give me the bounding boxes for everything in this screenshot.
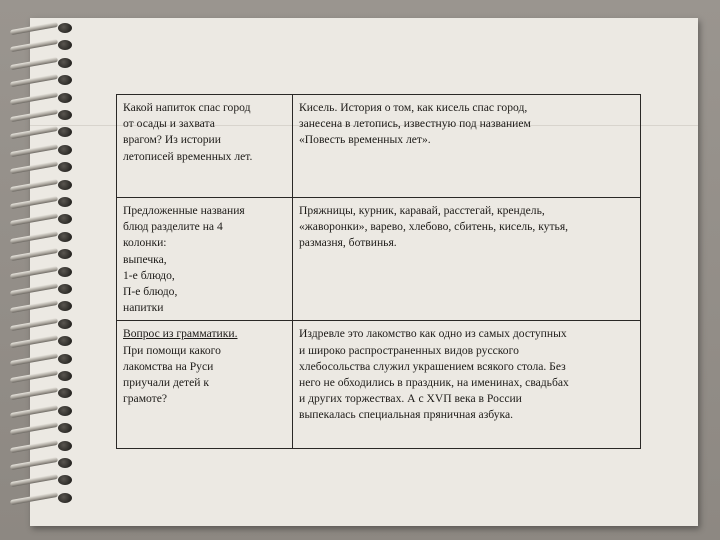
binding-ring xyxy=(8,196,80,208)
answer-line: Издревле это лакомство как одно из самых доступных xyxy=(299,327,567,341)
ring-wire xyxy=(10,74,58,87)
ring-wire xyxy=(10,318,58,331)
ring-hole xyxy=(58,371,72,381)
ring-wire xyxy=(10,492,58,505)
spiral-binding xyxy=(8,22,78,522)
question-cell xyxy=(117,95,293,198)
ring-hole xyxy=(58,388,72,398)
ring-hole xyxy=(58,267,72,277)
answer-line: занесена в летопись, известную под названием xyxy=(299,117,531,131)
ring-wire xyxy=(10,265,58,278)
binding-ring xyxy=(8,126,80,138)
question-line: напитки xyxy=(123,301,164,315)
ring-hole xyxy=(58,406,72,416)
ring-hole xyxy=(58,493,72,503)
ring-hole xyxy=(58,423,72,433)
ring-hole xyxy=(58,58,72,68)
question-line: Какой напиток спас город xyxy=(123,101,251,114)
ring-wire xyxy=(10,405,58,418)
binding-ring xyxy=(8,283,80,295)
table-row xyxy=(117,95,641,198)
binding-ring xyxy=(8,440,80,452)
ring-wire xyxy=(10,213,58,226)
question-cell xyxy=(117,198,293,321)
answer-line: «Повесть временных лет». xyxy=(299,133,431,147)
answer-cell xyxy=(293,321,641,449)
binding-ring xyxy=(8,213,80,225)
question-line: блюд разделите на 4 xyxy=(123,220,223,234)
ring-wire xyxy=(10,283,58,296)
ring-hole xyxy=(58,458,72,468)
binding-ring xyxy=(8,74,80,86)
ring-wire xyxy=(10,248,58,261)
question-line: врагом? Из истории xyxy=(123,133,221,147)
ring-wire xyxy=(10,91,58,104)
binding-ring xyxy=(8,231,80,243)
binding-ring xyxy=(8,405,80,417)
binding-ring xyxy=(8,370,80,382)
ring-hole xyxy=(58,40,72,50)
ring-wire xyxy=(10,231,58,244)
binding-ring xyxy=(8,92,80,104)
question-line: грамоте? xyxy=(123,392,168,406)
ring-wire xyxy=(10,22,58,35)
answer-line: Пряжницы, курник, каравай, расстегай, крендель, xyxy=(299,204,545,217)
ring-hole xyxy=(58,162,72,172)
ring-hole xyxy=(58,110,72,120)
question-heading: Вопрос из грамматики. xyxy=(123,327,238,341)
answer-cell xyxy=(293,95,641,198)
answer-line: Кисель. История о том, как кисель спас город, xyxy=(299,101,528,114)
ring-wire xyxy=(10,439,58,452)
binding-ring xyxy=(8,300,80,312)
binding-ring xyxy=(8,474,80,486)
ring-hole xyxy=(58,127,72,137)
table-row xyxy=(117,198,641,321)
binding-ring xyxy=(8,492,80,504)
ring-hole xyxy=(58,180,72,190)
quiz-table xyxy=(116,94,641,449)
question-line: Предложенные названия xyxy=(123,204,245,217)
ring-wire xyxy=(10,196,58,209)
ring-wire xyxy=(10,57,58,70)
ring-hole xyxy=(58,197,72,207)
ring-hole xyxy=(58,284,72,294)
binding-ring xyxy=(8,109,80,121)
binding-ring xyxy=(8,39,80,51)
question-cell xyxy=(117,321,293,449)
binding-ring xyxy=(8,161,80,173)
question-line: колонки: xyxy=(123,236,167,250)
answer-line: хлебосольства служил украшением всякого стола. Без xyxy=(299,359,566,373)
ring-hole xyxy=(58,249,72,259)
ring-wire xyxy=(10,161,58,174)
answer-line: размазня, ботвинья. xyxy=(299,236,397,250)
ring-hole xyxy=(58,336,72,346)
ring-wire xyxy=(10,126,58,139)
answer-cell xyxy=(293,198,641,321)
binding-ring xyxy=(8,318,80,330)
binding-ring xyxy=(8,422,80,434)
ring-wire xyxy=(10,387,58,400)
table-row xyxy=(117,321,641,449)
ring-wire xyxy=(10,422,58,435)
binding-ring xyxy=(8,22,80,34)
ring-hole xyxy=(58,232,72,242)
ring-wire xyxy=(10,457,58,470)
question-line: от осады и захвата xyxy=(123,117,215,131)
answer-line: выпекалась специальная пряничная азбука. xyxy=(299,408,514,422)
binding-ring xyxy=(8,144,80,156)
binding-ring xyxy=(8,457,80,469)
ring-wire xyxy=(10,335,58,348)
binding-ring xyxy=(8,179,80,191)
ring-hole xyxy=(58,75,72,85)
question-line: П-е блюдо, xyxy=(123,285,178,299)
question-line: 1-е блюдо, xyxy=(123,268,175,282)
binding-ring xyxy=(8,248,80,260)
binding-ring xyxy=(8,57,80,69)
ring-hole xyxy=(58,214,72,224)
answer-line: него не обходились в праздник, на именинах, свадьбах xyxy=(299,376,569,390)
ring-wire xyxy=(10,144,58,157)
ring-hole xyxy=(58,23,72,33)
ring-hole xyxy=(58,145,72,155)
ring-wire xyxy=(10,474,58,487)
answer-line: и широко распространенных видов русского xyxy=(299,343,519,357)
binding-ring xyxy=(8,353,80,365)
binding-ring xyxy=(8,335,80,347)
ring-wire xyxy=(10,370,58,383)
answer-line: и других торжествах. А с XVП века в России xyxy=(299,392,522,406)
question-line: выпечка, xyxy=(123,252,167,266)
ring-hole xyxy=(58,441,72,451)
ring-hole xyxy=(58,319,72,329)
ring-hole xyxy=(58,475,72,485)
ring-hole xyxy=(58,93,72,103)
ring-wire xyxy=(10,178,58,191)
ring-hole xyxy=(58,354,72,364)
binding-ring xyxy=(8,387,80,399)
question-line: приучали детей к xyxy=(123,376,209,390)
answer-line: «жаворонки», варево, хлебово, сбитень, кисель, кутья, xyxy=(299,220,569,234)
binding-ring xyxy=(8,266,80,278)
question-line: летописей временных лет. xyxy=(123,149,253,163)
question-line: лакомства на Руси xyxy=(123,359,214,373)
ring-wire xyxy=(10,300,58,313)
question-line: При помощи какого xyxy=(123,343,221,357)
ring-hole xyxy=(58,301,72,311)
ring-wire xyxy=(10,109,58,122)
ring-wire xyxy=(10,352,58,365)
ring-wire xyxy=(10,39,58,52)
